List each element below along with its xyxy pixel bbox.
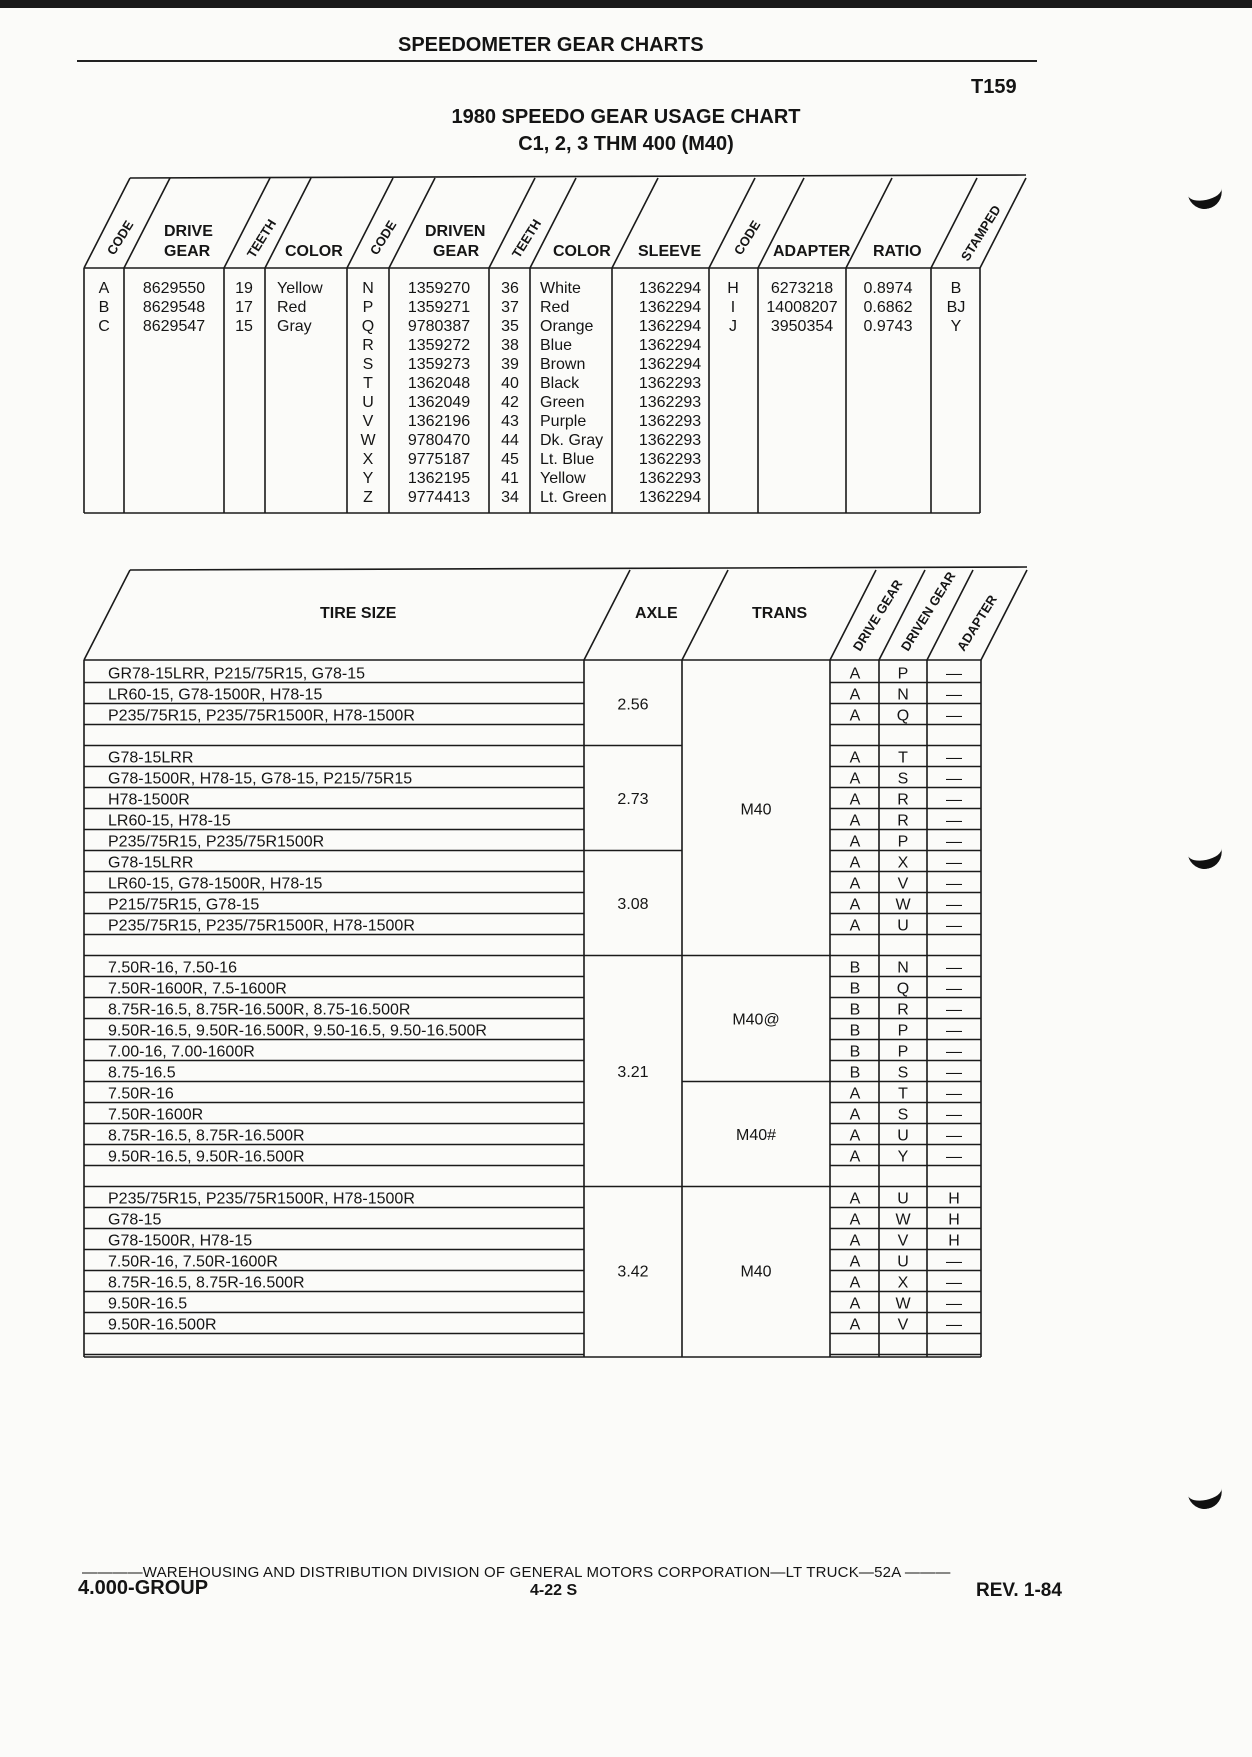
section-title: SPEEDOMETER GEAR CHARTS (398, 34, 704, 56)
sleeve-cell: 1362293 (638, 413, 702, 430)
drive-gear-cell: B (849, 1064, 861, 1082)
adapter-cell: — (946, 1274, 962, 1292)
drive-code-cell: A (98, 280, 110, 297)
driven-gear-cell: P (897, 833, 909, 851)
tire-size-cell: G78-15LRR (108, 749, 194, 767)
driven-code-cell: Z (363, 489, 373, 506)
adapter-col-header: ADAPTER (953, 592, 1000, 654)
driven-gear-cell: P (897, 1043, 909, 1061)
adapter-cell: H (948, 1232, 960, 1250)
drive-gear-cell: A (849, 1085, 861, 1103)
driven-gear-cell: 1362196 (407, 413, 471, 430)
tire-size-cell: 8.75R-16.5, 8.75R-16.500R (108, 1274, 305, 1292)
drive-color-cell: Gray (277, 318, 312, 335)
sleeve-cell: 1362293 (638, 432, 702, 449)
driven-code-cell: S (362, 356, 374, 373)
adapter-code-header: CODE (730, 217, 764, 258)
tire-size-cell: 9.50R-16.5, 9.50R-16.500R, 9.50-16.5, 9.50-16.500R (108, 1022, 487, 1040)
driven-gear-cell: 9780470 (407, 432, 471, 449)
trans-cell: M40 (740, 801, 772, 819)
drive-color-cell: Red (277, 299, 307, 316)
driven-gear-cell: P (897, 665, 909, 683)
driven-teeth-cell: 42 (501, 394, 519, 411)
adapter-code-cell: J (729, 318, 737, 335)
adapter-cell: — (946, 1295, 962, 1313)
sleeve-cell: 1362293 (638, 451, 702, 468)
driven-code-cell: N (362, 280, 374, 297)
driven-color-cell: Purple (540, 413, 587, 430)
adapter-cell: — (946, 1001, 962, 1019)
driven-gear-cell: N (897, 959, 909, 977)
adapter-cell: — (946, 980, 962, 998)
drive-gear-cell: A (849, 1316, 861, 1334)
adapter-cell: — (946, 875, 962, 893)
tire-size-cell: G78-15 (108, 1211, 162, 1229)
adapter-cell: — (946, 1064, 962, 1082)
adapter-cell: — (946, 1127, 962, 1145)
adapter-cell: — (946, 707, 962, 725)
tire-size-cell: 8.75R-16.5, 8.75R-16.500R, 8.75-16.500R (108, 1001, 411, 1019)
adapter-cell: — (946, 959, 962, 977)
driven-gear-cell: 9774413 (407, 489, 471, 506)
drive-color-cell: Yellow (277, 280, 323, 297)
chart-title: 1980 SPEEDO GEAR USAGE CHART (451, 106, 801, 128)
driven-color-cell: Blue (540, 337, 573, 354)
drive-gear-cell: A (849, 875, 861, 893)
axle-header: AXLE (635, 605, 678, 622)
punch-hole-3 (1185, 1475, 1225, 1512)
drive-gear-cell: A (849, 686, 861, 704)
driven-code-cell: U (362, 394, 374, 411)
adapter-cell: — (946, 812, 962, 830)
driven-gear-cell: U (897, 1127, 909, 1145)
driven-teeth-cell: 43 (501, 413, 519, 430)
drive-gear-cell: A (849, 1148, 861, 1166)
driven-gear-cell: U (897, 1190, 909, 1208)
drive-gear-cell: B (849, 1043, 861, 1061)
adapter-cell: — (946, 665, 962, 683)
driven-gear-cell: W (895, 1295, 911, 1313)
driven-gear-cell: 1362048 (407, 375, 471, 392)
stamped-cell: BJ (946, 299, 966, 316)
adapter-cell: — (946, 854, 962, 872)
driven-gear-cell: U (897, 917, 909, 935)
driven-gear-cell: 9775187 (407, 451, 471, 468)
adapter-cell: — (946, 1316, 962, 1334)
drive-gear-cell: A (849, 1274, 861, 1292)
footer-page-number: 4-22 S (530, 1582, 578, 1599)
drive-gear-cell: A (849, 1190, 861, 1208)
adapter-cell: — (946, 1043, 962, 1061)
tire-size-cell: 7.50R-16, 7.50-16 (108, 959, 237, 977)
driven-code-header: CODE (366, 217, 400, 258)
driven-gear-header-line1: DRIVEN (425, 223, 486, 240)
drive-gear-header-line1: DRIVE (164, 223, 213, 240)
axle-cell: 3.08 (617, 896, 649, 913)
driven-color-cell: Green (540, 394, 585, 411)
driven-color-cell: Lt. Green (540, 489, 607, 506)
sleeve-header: SLEEVE (638, 243, 702, 260)
driven-code-cell: X (362, 451, 374, 468)
stamped-header: STAMPED (957, 202, 1004, 264)
driven-teeth-cell: 44 (501, 432, 519, 449)
driven-gear-cell: 1359272 (407, 337, 471, 354)
drive-gear-cell: A (849, 896, 861, 914)
drive-gear-cell: A (849, 833, 861, 851)
tire-size-cell: LR60-15, H78-15 (108, 812, 231, 830)
axle-cell: 2.73 (617, 791, 649, 808)
adapter-cell: — (946, 749, 962, 767)
tire-size-cell: 7.00-16, 7.00-1600R (108, 1043, 255, 1061)
drive-gear-col-header: DRIVE GEAR (849, 577, 906, 654)
drive-teeth-cell: 15 (235, 318, 253, 335)
tire-size-cell: P215/75R15, G78-15 (108, 896, 260, 914)
driven-code-cell: R (362, 337, 374, 354)
driven-code-cell: P (362, 299, 374, 316)
drive-gear-header-line2: GEAR (164, 243, 211, 260)
tire-size-cell: 9.50R-16.5, 9.50R-16.500R (108, 1148, 305, 1166)
trans-cell: M40 (740, 1263, 772, 1281)
driven-gear-header-line2: GEAR (433, 243, 480, 260)
tire-size-cell: P235/75R15, P235/75R1500R, H78-1500R (108, 707, 415, 725)
tire-size-cell: 9.50R-16.5 (108, 1295, 188, 1313)
driven-gear-cell: Q (896, 707, 910, 725)
drive-gear-cell: B (849, 980, 861, 998)
tire-size-cell: P235/75R15, P235/75R1500R (108, 833, 325, 851)
usage-table-body (84, 666, 981, 1355)
driven-gear-cell: R (897, 1001, 909, 1019)
driven-gear-cell: T (898, 749, 908, 767)
driven-code-cell: Q (361, 318, 375, 335)
tire-size-cell: 7.50R-16 (108, 1085, 174, 1103)
driven-gear-cell: V (897, 875, 909, 893)
sleeve-cell: 1362294 (638, 299, 702, 316)
drive-gear-cell: A (849, 749, 861, 767)
driven-teeth-cell: 41 (501, 470, 519, 487)
drive-gear-cell: B (849, 1022, 861, 1040)
adapter-cell: — (946, 917, 962, 935)
tire-size-cell: P235/75R15, P235/75R1500R, H78-1500R (108, 917, 415, 935)
ratio-header: RATIO (873, 243, 922, 260)
driven-code-cell: V (362, 413, 374, 430)
driven-color-cell: Red (540, 299, 570, 316)
drive-gear-cell: A (849, 1232, 861, 1250)
drive-gear-cell: A (849, 854, 861, 872)
driven-gear-cell: U (897, 1253, 909, 1271)
tire-size-cell: 7.50R-1600R (108, 1106, 204, 1124)
driven-teeth-cell: 37 (501, 299, 519, 316)
adapter-cell: 14008207 (766, 299, 838, 316)
trans-header: TRANS (752, 605, 808, 622)
drive-gear-cell: A (849, 707, 861, 725)
driven-gear-cell: 1362049 (407, 394, 471, 411)
drive-gear-cell: A (849, 1295, 861, 1313)
driven-gear-cell: R (897, 812, 909, 830)
driven-gear-col-header: DRIVEN GEAR (897, 569, 959, 654)
tire-size-cell: G78-1500R, H78-15, G78-15, P215/75R15 (108, 770, 413, 788)
driven-gear-cell: N (897, 686, 909, 704)
chart-subtitle: C1, 2, 3 THM 400 (M40) (518, 133, 734, 155)
drive-code-cell: C (98, 318, 110, 335)
driven-code-cell: T (363, 375, 373, 392)
tire-size-cell: G78-1500R, H78-15 (108, 1232, 253, 1250)
drive-code-header: CODE (103, 217, 137, 258)
drive-gear-cell: A (849, 1127, 861, 1145)
driven-gear-cell: S (897, 1064, 909, 1082)
sleeve-cell: 1362293 (638, 394, 702, 411)
adapter-cell: — (946, 1106, 962, 1124)
adapter-cell: H (948, 1190, 960, 1208)
driven-color-cell: White (540, 280, 581, 297)
adapter-code-cell: I (730, 299, 736, 316)
drive-teeth-cell: 17 (235, 299, 253, 316)
driven-color-cell: Brown (540, 356, 586, 373)
tire-size-cell: LR60-15, G78-1500R, H78-15 (108, 686, 323, 704)
stamped-cell: B (950, 280, 962, 297)
driven-teeth-cell: 35 (501, 318, 519, 335)
driven-gear-cell: W (895, 1211, 911, 1229)
tire-size-header: TIRE SIZE (320, 605, 397, 622)
tire-size-cell: P235/75R15, P235/75R1500R, H78-1500R (108, 1190, 415, 1208)
drive-gear-cell: A (849, 1106, 861, 1124)
sleeve-cell: 1362294 (638, 337, 702, 354)
driven-color-cell: Yellow (540, 470, 586, 487)
driven-gear-cell: V (897, 1316, 909, 1334)
tire-size-cell: LR60-15, G78-1500R, H78-15 (108, 875, 323, 893)
drive-color-header: COLOR (285, 243, 343, 260)
drive-gear-cell: A (849, 1253, 861, 1271)
drive-teeth-cell: 19 (235, 280, 253, 297)
adapter-cell: — (946, 1148, 962, 1166)
drive-gear-cell: A (849, 812, 861, 830)
driven-gear-cell: V (897, 1232, 909, 1250)
driven-gear-cell: P (897, 1022, 909, 1040)
ratio-cell: 0.6862 (863, 299, 913, 316)
adapter-cell: — (946, 770, 962, 788)
driven-color-header: COLOR (553, 243, 611, 260)
sleeve-cell: 1362294 (638, 318, 702, 335)
ratio-cell: 0.9743 (863, 318, 913, 335)
adapter-header: ADAPTER (773, 243, 851, 260)
footer-group: 4.000-GROUP (78, 1577, 209, 1599)
driven-gear-cell: S (897, 1106, 909, 1124)
drive-gear-cell: 8629550 (142, 280, 206, 297)
driven-gear-cell: 1362195 (407, 470, 471, 487)
driven-color-cell: Black (540, 375, 580, 392)
drive-code-cell: B (98, 299, 110, 316)
driven-gear-cell: 1359273 (407, 356, 471, 373)
driven-gear-cell: 1359271 (407, 299, 471, 316)
stamped-cell: Y (950, 318, 962, 335)
tire-size-cell: 8.75R-16.5, 8.75R-16.500R (108, 1127, 305, 1145)
driven-teeth-cell: 38 (501, 337, 519, 354)
drive-gear-cell: 8629547 (142, 318, 206, 335)
adapter-cell: — (946, 791, 962, 809)
driven-gear-cell: X (897, 854, 909, 872)
sleeve-cell: 1362294 (638, 356, 702, 373)
driven-teeth-cell: 40 (501, 375, 519, 392)
adapter-cell: — (946, 1253, 962, 1271)
footer-revision: REV. 1-84 (976, 1580, 1062, 1601)
axle-cell: 3.21 (617, 1064, 649, 1081)
adapter-cell: H (948, 1211, 960, 1229)
footer-division-line: ————WAREHOUSING AND DISTRIBUTION DIVISION OF GENERAL MOTORS CORPORATION—LT TRUCK—52A ——— (82, 1564, 951, 1581)
trans-cell: M40@ (732, 1011, 780, 1029)
adapter-cell: — (946, 1022, 962, 1040)
tire-size-cell: 9.50R-16.500R (108, 1316, 217, 1334)
tire-size-cell: 7.50R-16, 7.50R-1600R (108, 1253, 278, 1271)
driven-gear-cell: W (895, 896, 911, 914)
sleeve-cell: 1362294 (638, 280, 702, 297)
drive-gear-cell: A (849, 1211, 861, 1229)
driven-color-cell: Lt. Blue (540, 451, 595, 468)
tire-size-cell: GR78-15LRR, P215/75R15, G78-15 (108, 665, 366, 683)
sleeve-cell: 1362294 (638, 489, 702, 506)
driven-gear-cell: Q (896, 980, 910, 998)
adapter-cell: — (946, 833, 962, 851)
sleeve-cell: 1362293 (638, 375, 702, 392)
ratio-cell: 0.8974 (863, 280, 913, 297)
tire-size-cell: G78-15LRR (108, 854, 194, 872)
drive-gear-cell: B (849, 959, 861, 977)
driven-teeth-cell: 45 (501, 451, 519, 468)
driven-gear-cell: S (897, 770, 909, 788)
drive-gear-cell: A (849, 917, 861, 935)
adapter-cell: 6273218 (770, 280, 834, 297)
driven-color-cell: Dk. Gray (540, 432, 604, 449)
page-code: T159 (971, 76, 1017, 98)
sleeve-cell: 1362293 (638, 470, 702, 487)
tire-size-cell: 8.75-16.5 (108, 1064, 176, 1082)
drive-gear-cell: A (849, 791, 861, 809)
axle-cell: 3.42 (617, 1263, 649, 1281)
driven-gear-cell: T (898, 1085, 908, 1103)
adapter-code-cell: H (727, 280, 739, 297)
drive-gear-cell: A (849, 665, 861, 683)
axle-cell: 2.56 (617, 696, 649, 714)
driven-teeth-cell: 39 (501, 356, 519, 373)
driven-teeth-header: TEETH (508, 216, 545, 261)
driven-gear-cell: X (897, 1274, 909, 1292)
driven-gear-cell: 1359270 (407, 280, 471, 297)
adapter-cell: — (946, 1085, 962, 1103)
drive-gear-cell: 8629548 (142, 299, 206, 316)
adapter-cell: 3950354 (770, 318, 834, 335)
drive-teeth-header: TEETH (243, 216, 280, 261)
driven-gear-cell: Y (897, 1148, 909, 1166)
drive-gear-cell: A (849, 770, 861, 788)
driven-gear-cell: R (897, 791, 909, 809)
drive-gear-cell: B (849, 1001, 861, 1019)
driven-teeth-cell: 34 (501, 489, 519, 506)
adapter-cell: — (946, 686, 962, 704)
driven-gear-cell: 9780387 (407, 318, 471, 335)
driven-teeth-cell: 36 (501, 280, 519, 297)
adapter-cell: — (946, 896, 962, 914)
trans-cell: M40# (735, 1127, 777, 1144)
tire-size-cell: H78-1500R (108, 791, 190, 809)
driven-color-cell: Orange (540, 318, 594, 335)
driven-code-cell: Y (362, 470, 374, 487)
tire-size-cell: 7.50R-1600R, 7.5-1600R (108, 980, 287, 998)
driven-code-cell: W (360, 432, 376, 449)
